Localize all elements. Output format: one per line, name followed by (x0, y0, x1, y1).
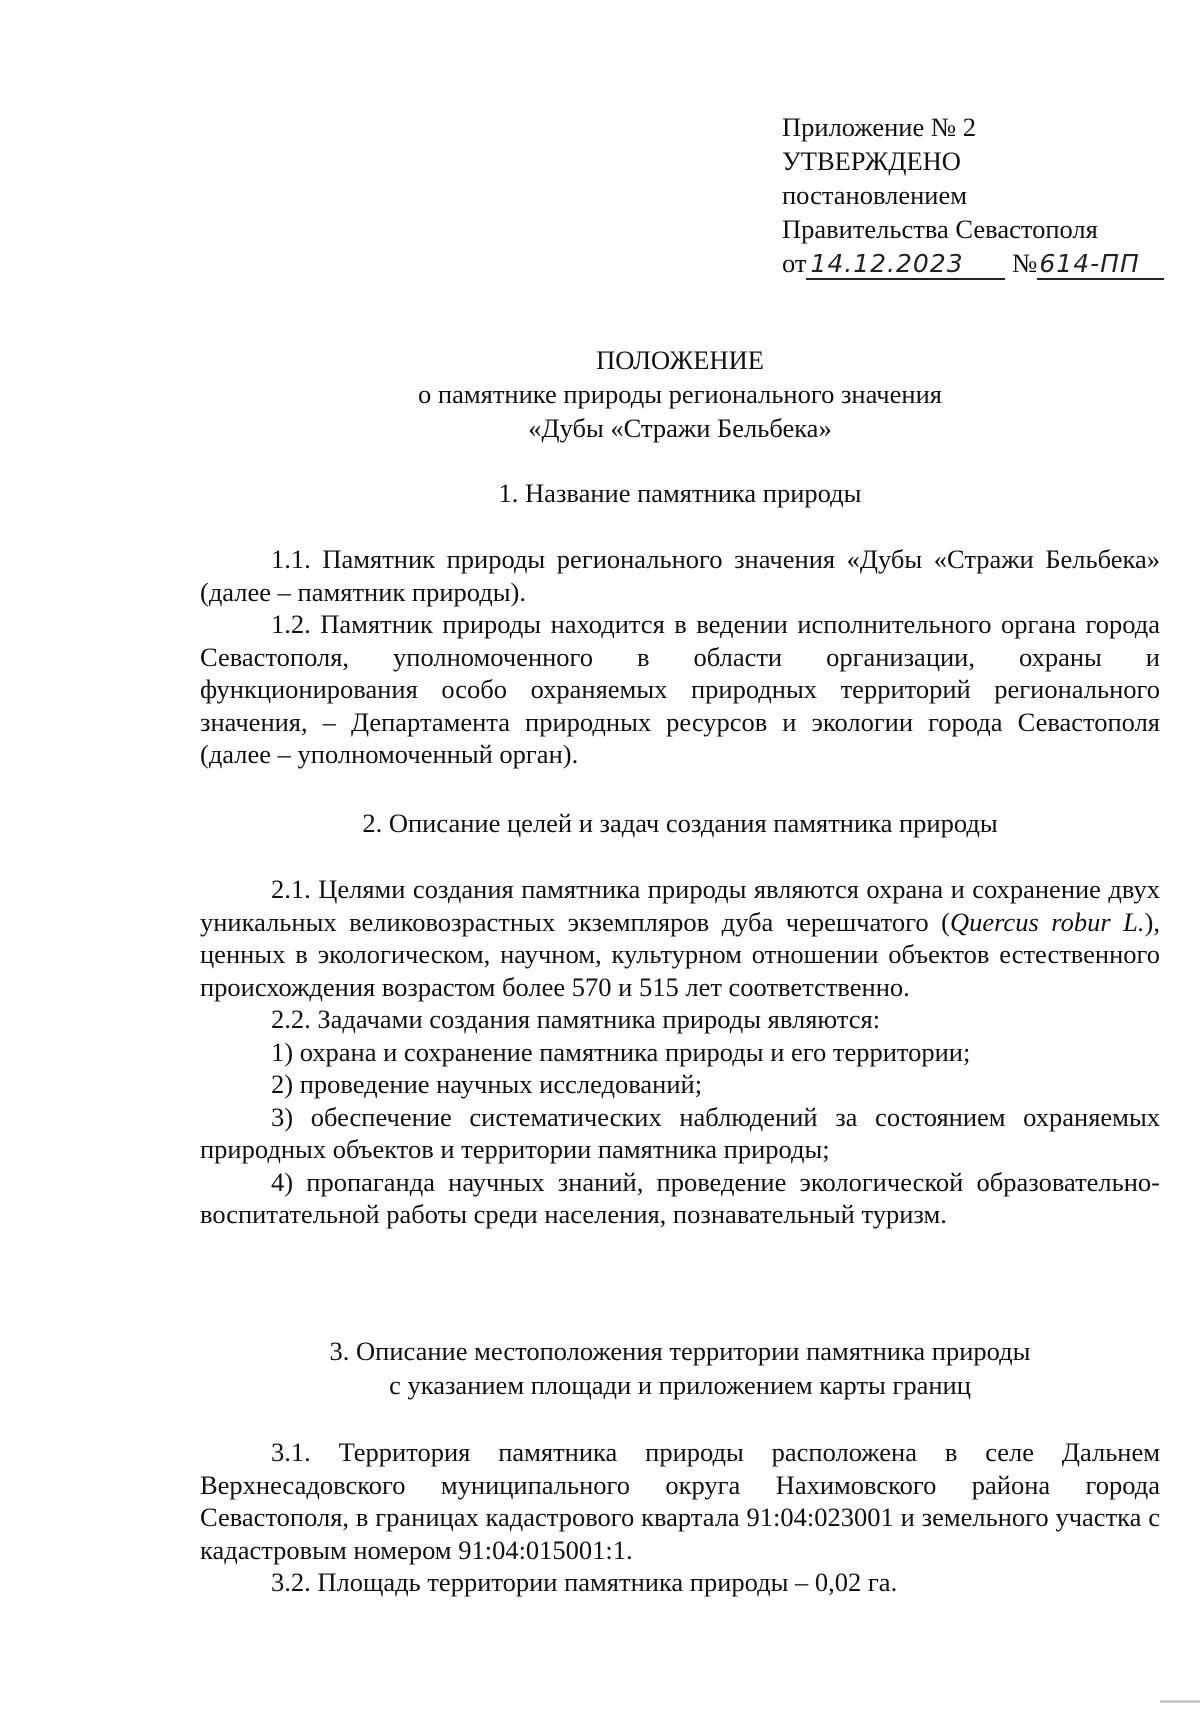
from-prefix: от (782, 248, 807, 278)
task-item-4: 4) пропаганда научных знаний, проведение экологической образовательно-воспитательной работы среди населения, познавательный туризм. (200, 1166, 1160, 1229)
scan-edge-mark (1160, 1700, 1200, 1703)
section-2-body (200, 873, 1160, 1231)
number-prefix: № (1012, 248, 1038, 278)
resolution-date-line (782, 246, 1162, 280)
section-1-heading: 1. Название памятника природы (498, 478, 862, 508)
resolution-label: постановлением (782, 180, 967, 210)
paragraph-2-1 (200, 873, 1160, 1003)
section-3-body (200, 1436, 1160, 1599)
section-3-heading-line-1: 3. Описание местоположения территории памятника природы (329, 1336, 1031, 1366)
paragraph-3-2: 3.2. Площадь территории памятника природы – 0,02 га. (271, 1567, 898, 1597)
section-1-body (200, 543, 1160, 771)
document-title (200, 343, 1160, 445)
paragraph-1-2: 1.2. Памятник природы находится в ведении исполнительного органа города Севастополя, уполномоченного в области организации, охраны и функционирования особо охраняемых природных территорий регионального значения, – Департамента природных ресурсов и экологии города Севастополя (далее – уполномоченный орган). (200, 609, 1160, 769)
paragraph-1-1: 1.1. Памятник природы регионального значения «Дубы «Стражи Бельбека» (далее – памятник природы). (200, 544, 1160, 607)
government-label: Правительства Севастополя (782, 214, 1098, 244)
section-3-heading-line-2: с указанием площади и приложением карты границ (389, 1370, 971, 1400)
task-item-3: 3) обеспечение систематических наблюдений за состоянием охраняемых природных объектов и территории памятника природы; (200, 1101, 1160, 1164)
title-heading: ПОЛОЖЕНИЕ (596, 345, 764, 375)
latin-name: Quercus robur L. (949, 906, 1145, 937)
title-subtitle-1: о памятнике природы регионального значения (418, 379, 942, 409)
section-2-heading: 2. Описание целей и задач создания памятника природы (362, 808, 998, 838)
appendix-label: Приложение № 2 (782, 112, 977, 142)
paragraph-2-1-start: 2.1. Целями создания памятника природы являются охрана и сохранение двух уникальных великовозрастных экземпляров дуба черешчатого ( (200, 874, 1160, 937)
task-item-1: 1) охрана и сохранение памятника природы и его территории; (271, 1036, 971, 1067)
paragraph-3-1: 3.1. Территория памятника природы расположена в селе Дальнем Верхнесадовского муниципального округа Нахимовского района города Севастополя, в границах кадастрового квартала 91:04:023001 и земельного участка с кадастровым номером 91:04:015001:1. (200, 1437, 1160, 1565)
handwritten-number: 614-ПП (1037, 250, 1164, 280)
section-3-heading (200, 1334, 1160, 1402)
paragraph-2-1-end: ), ценных в экологическом, научном, культурном отношении объектов естественного происхождения возрастом более 570 и 515 лет соответственно. (200, 906, 1160, 1002)
paragraph-2-2: 2.2. Задачами создания памятника природы являются: (271, 1004, 881, 1034)
approval-stamp (782, 110, 1162, 280)
approved-label: УТВЕРЖДЕНО (782, 146, 961, 176)
handwritten-date: 14.12.2023 (806, 250, 1005, 280)
task-item-2: 2) проведение научных исследований; (271, 1069, 703, 1099)
title-subtitle-2: «Дубы «Стражи Бельбека» (528, 413, 832, 443)
